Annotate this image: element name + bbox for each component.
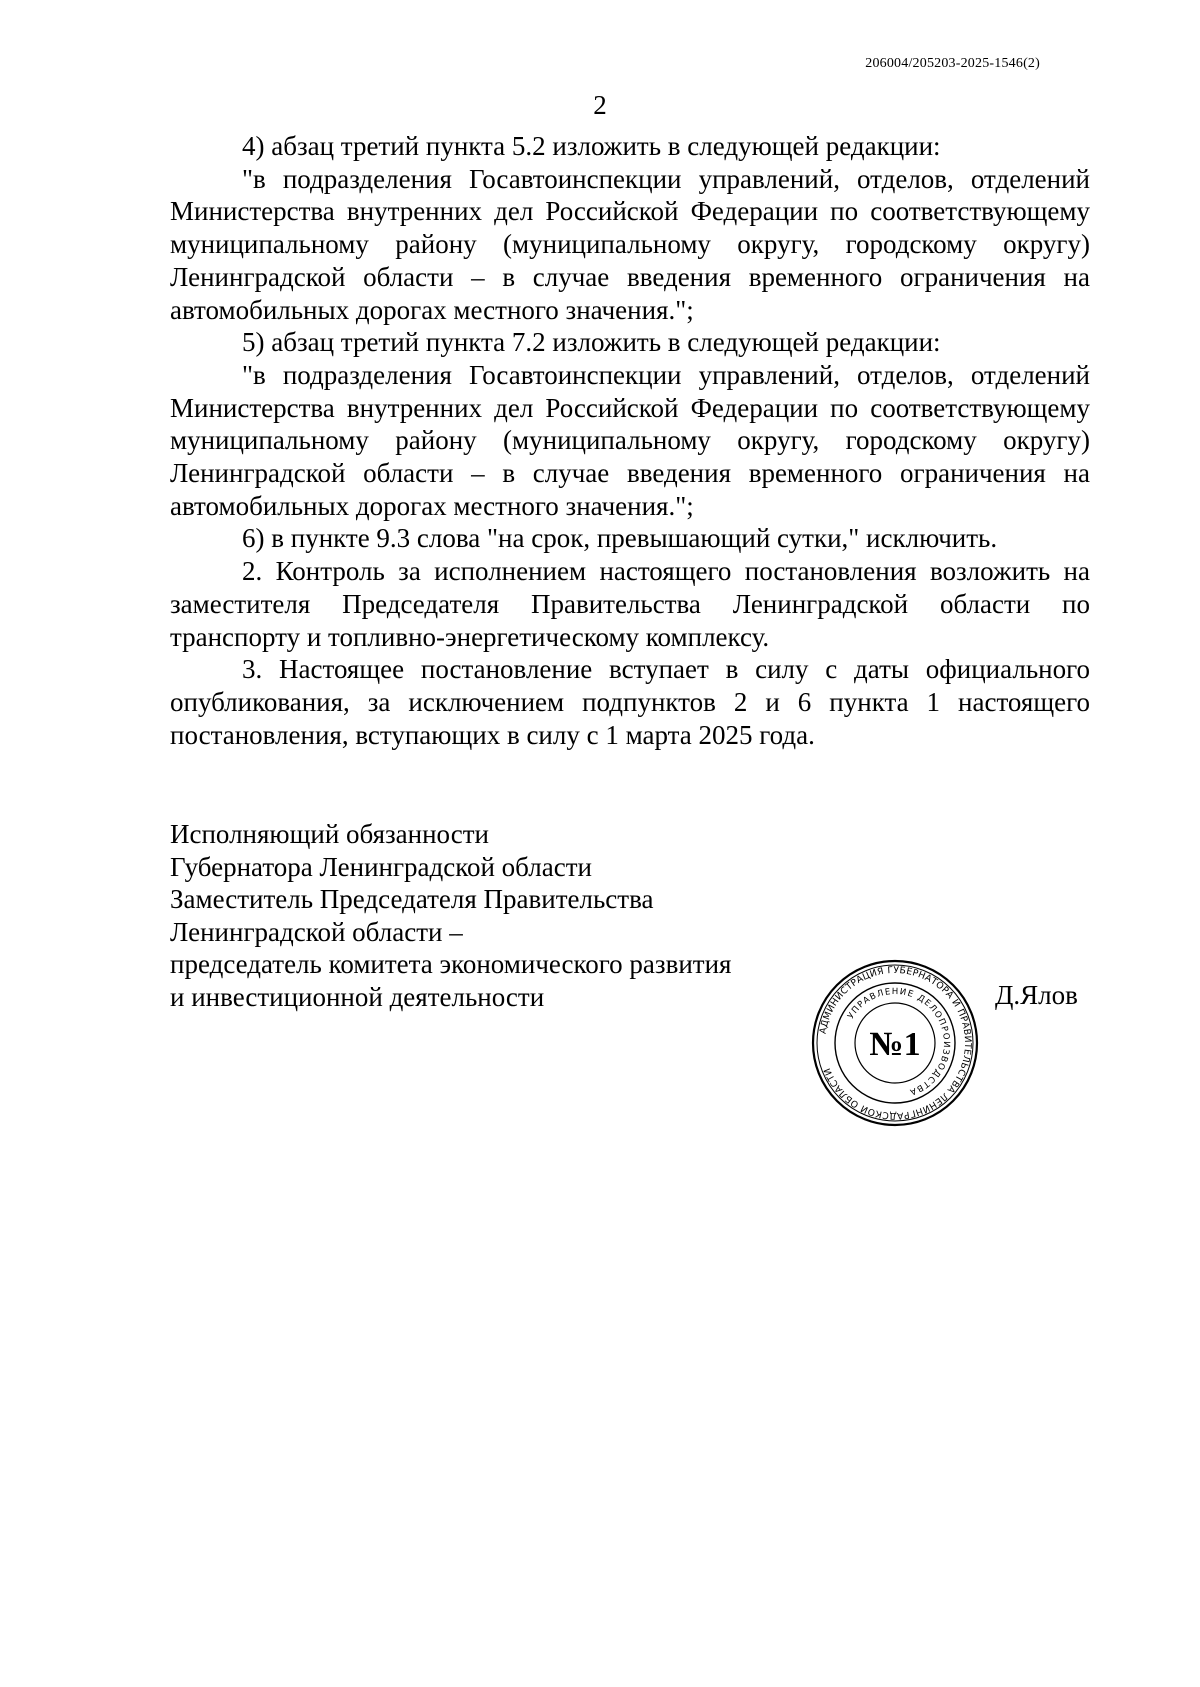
- signature-title-block: [170, 818, 790, 1013]
- paragraph-quote-7-2: "в подразделения Госавтоинспекции управлений, отделов, отделений Министерства внутренних дел Российской Федерации по соответствующему муниципальному району (муниципальному округу, городскому округу) Ленинградской области – в случае введения временного ограничения на автомобильных дорогах местного значения.";: [170, 359, 1090, 521]
- signer-name: Д.Ялов: [995, 980, 1078, 1010]
- signature-line: Ленинградской области –: [170, 916, 463, 947]
- page-number: 2: [593, 90, 607, 120]
- signature-line: Исполняющий обязанности: [170, 819, 489, 849]
- paragraph-item-6: 6) в пункте 9.3 слова "на срок, превышающий сутки," исключить.: [242, 523, 998, 554]
- document-id: 206004/205203-2025-1546(2): [865, 56, 1040, 71]
- paragraph-item-5: 5) абзац третий пункта 7.2 изложить в следующей редакции:: [242, 327, 941, 358]
- paragraph-quote-5-2: "в подразделения Госавтоинспекции управлений, отделов, отделений Министерства внутренних дел Российской Федерации по соответствующему муниципальному району (муниципальному округу, городскому округу) Ленинградской области – в случае введения временного ограничения на автомобильных дорогах местного значения.";: [170, 163, 1090, 325]
- paragraph-effective-date: 3. Настоящее постановление вступает в силу с даты официального опубликования, за исключением подпунктов 2 и 6 пункта 1 настоящего постановления, вступающих в силу с 1 марта 2025 года.: [170, 654, 1090, 750]
- stamp-number: №1: [869, 1026, 921, 1063]
- paragraph-item-4: 4) абзац третий пункта 5.2 изложить в следующей редакции:: [242, 131, 941, 161]
- signature-line: Губернатора Ленинградской области: [170, 851, 592, 882]
- stamp-inner-text: УПРАВЛЕНИЕ ДЕЛОПРОИЗВОДСТВА: [846, 986, 952, 1097]
- paragraph-control: 2. Контроль за исполнением настоящего постановления возложить на заместителя Председателя Правительства Ленинградской области по транспорту и топливно-энергетическому комплексу.: [170, 556, 1090, 652]
- signature-line: председатель комитета экономического развития: [170, 949, 732, 979]
- stamp-outer-text: АДМИНИСТРАЦИЯ ГУБЕРНАТОРА И ПРАВИТЕЛЬСТВА ЛЕНИНГРАДСКОЙ ОБЛАСТИ: [817, 964, 974, 1122]
- signature-line: и инвестиционной деятельности: [170, 981, 545, 1012]
- office-stamp: [810, 958, 980, 1128]
- signature-line: Заместитель Председателя Правительства: [170, 884, 654, 914]
- document-body: [170, 130, 1090, 751]
